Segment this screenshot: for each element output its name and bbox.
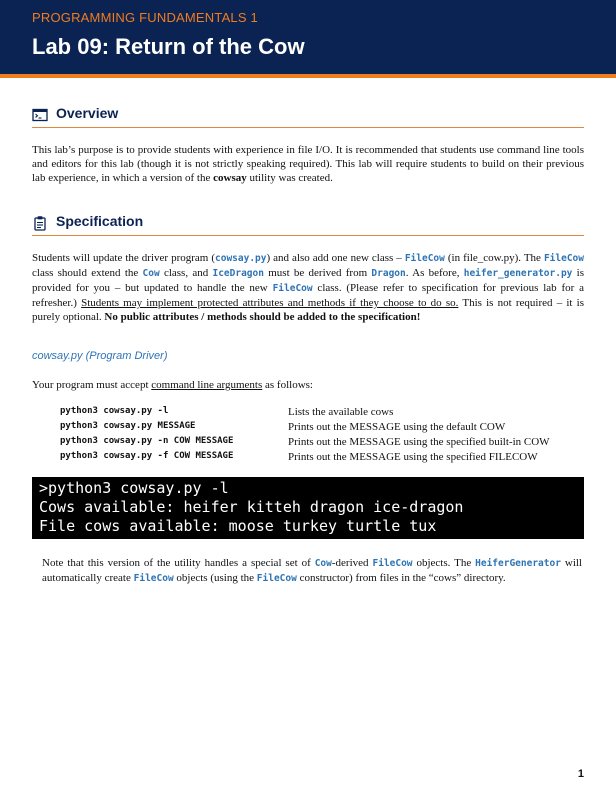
terminal-line: >python3 cowsay.py -l bbox=[39, 479, 229, 497]
driver-intro bbox=[32, 378, 584, 392]
no-public-attributes-warning: No public attributes / methods should be added to the specification! bbox=[104, 311, 421, 323]
course-name: PROGRAMMING FUNDAMENTALS 1 bbox=[32, 10, 258, 25]
command-row bbox=[60, 436, 590, 451]
code-filecow: FileCow bbox=[372, 558, 413, 569]
spec-text: class should extend the bbox=[32, 267, 143, 279]
note-text: -derived bbox=[331, 557, 373, 569]
cowsay-bold: cowsay bbox=[213, 172, 247, 184]
command-description: Prints out the MESSAGE using the default COW bbox=[288, 421, 506, 433]
code-cowsay-py: cowsay.py bbox=[215, 253, 267, 264]
spec-text: ) and also add one new class – bbox=[266, 252, 405, 264]
note-paragraph bbox=[42, 556, 582, 586]
specification-heading bbox=[32, 213, 584, 236]
spec-text: class, and bbox=[159, 267, 213, 279]
code-cow: Cow bbox=[314, 558, 332, 569]
spec-text: class. (Please refer to specification for previous lab for a refresher.) bbox=[32, 282, 585, 309]
spec-text: is provided for you – but updated to handle the new bbox=[32, 267, 584, 294]
page-number: 1 bbox=[577, 768, 584, 780]
code-filecow: FileCow bbox=[256, 573, 297, 584]
specification-heading-label: Specification bbox=[56, 213, 144, 229]
program-driver-subheading: cowsay.py (Program Driver) bbox=[32, 350, 168, 362]
spec-text: This is not required – it is purely optional. bbox=[32, 297, 584, 323]
spec-text: Students will update the driver program ( bbox=[32, 252, 216, 264]
code-filecow: FileCow bbox=[133, 573, 174, 584]
terminal-line: File cows available: moose turkey turtle tux bbox=[39, 517, 437, 535]
code-cow: Cow bbox=[142, 268, 160, 279]
note-text: objects (using the bbox=[173, 572, 257, 584]
code-filecow: FileCow bbox=[404, 253, 445, 264]
command-description: Lists the available cows bbox=[288, 406, 394, 418]
note-text: Note that this version of the utility handles a special set of bbox=[42, 557, 315, 569]
clipboard-icon bbox=[32, 215, 48, 231]
code-heifer-generator: heifer_generator.py bbox=[463, 268, 573, 279]
code-heifer-generator: HeiferGenerator bbox=[475, 558, 561, 569]
overview-paragraph bbox=[32, 143, 584, 185]
command-description: Prints out the MESSAGE using the specified FILECOW bbox=[288, 451, 538, 463]
driver-intro-text-end: as follows: bbox=[262, 379, 313, 391]
command-line-arguments-text: command line arguments bbox=[151, 379, 263, 391]
code-icedragon: IceDragon bbox=[212, 268, 264, 279]
command-text: python3 cowsay.py -f COW MESSAGE bbox=[60, 451, 234, 461]
command-description: Prints out the MESSAGE using the specified built-in COW bbox=[288, 436, 550, 448]
driver-intro-text: Your program must accept bbox=[32, 379, 152, 391]
code-dragon: Dragon bbox=[371, 268, 406, 279]
overview-text-end: utility was created. bbox=[246, 172, 333, 184]
banner-accent-rule bbox=[0, 74, 616, 78]
terminal-icon bbox=[32, 107, 48, 123]
command-usage-table bbox=[60, 406, 590, 466]
code-filecow: FileCow bbox=[272, 283, 313, 294]
title-banner bbox=[0, 0, 616, 74]
command-row bbox=[60, 451, 590, 466]
spec-text: . As before, bbox=[405, 267, 464, 279]
spec-text: must be derived from bbox=[263, 267, 372, 279]
overview-text: This lab’s purpose is to provide students with experience in file I/O. It is recommended that students use command line tools and editors for this lab (though it is not strictly speaking required). This lab will require students to build on their previous lab experience, in which a version of the bbox=[32, 144, 584, 184]
command-text: python3 cowsay.py -n COW MESSAGE bbox=[60, 436, 234, 446]
overview-heading-label: Overview bbox=[56, 105, 119, 121]
specification-paragraph bbox=[32, 251, 584, 324]
spec-text: (in file_cow.py). The bbox=[444, 252, 544, 264]
command-text: python3 cowsay.py -l bbox=[60, 406, 169, 416]
terminal-output bbox=[32, 477, 584, 539]
page-title: Lab 09: Return of the Cow bbox=[32, 34, 305, 59]
protected-attributes-note: Students may implement protected attributes and methods if they choose to do so. bbox=[81, 297, 459, 309]
note-text: objects. The bbox=[412, 557, 476, 569]
note-text: constructor) from files in the “cows” directory. bbox=[296, 572, 506, 584]
command-row bbox=[60, 406, 590, 421]
note-text: will automatically create bbox=[42, 557, 582, 584]
overview-heading bbox=[32, 105, 584, 128]
command-text: python3 cowsay.py MESSAGE bbox=[60, 421, 196, 431]
terminal-line: Cows available: heifer kitteh dragon ice-dragon bbox=[39, 498, 464, 516]
command-row bbox=[60, 421, 590, 436]
code-filecow: FileCow bbox=[543, 253, 584, 264]
